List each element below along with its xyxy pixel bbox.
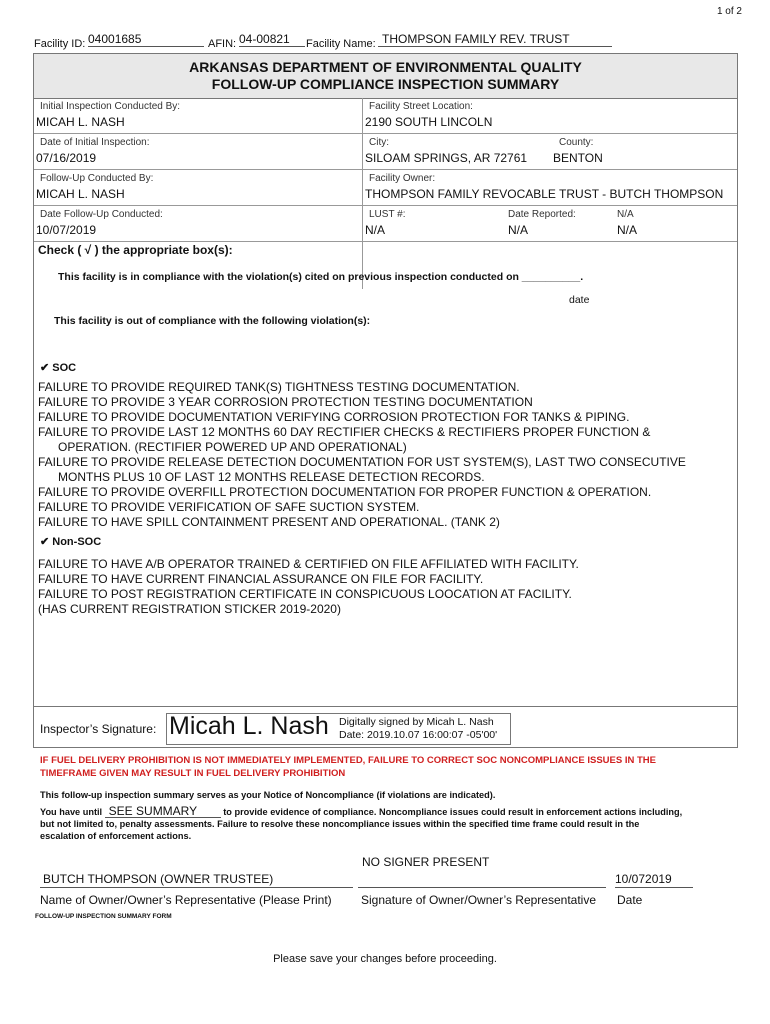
form-title-summary: FOLLOW-UP COMPLIANCE INSPECTION SUMMARY bbox=[211, 76, 560, 92]
non-soc-violation-item: FAILURE TO HAVE CURRENT FINANCIAL ASSURANCE ON FILE FOR FACILITY. bbox=[38, 572, 484, 586]
warning-line-2: TIMEFRAME GIVEN MAY RESULT IN FUEL DELIVERY PROHIBITION bbox=[40, 768, 346, 779]
soc-violation-item: FAILURE TO PROVIDE REQUIRED TANK(S) TIGHTNESS TESTING DOCUMENTATION. bbox=[38, 380, 520, 394]
na-label: N/A bbox=[617, 209, 634, 220]
notice-block bbox=[40, 789, 740, 842]
followup-by-field[interactable]: MICAH L. NASH bbox=[36, 187, 125, 201]
followup-by-label: Follow-Up Conducted By: bbox=[40, 173, 154, 184]
initial-inspector-cell bbox=[34, 98, 362, 134]
page-number: 1 of 2 bbox=[716, 6, 742, 17]
digital-signed-by: Digitally signed by Micah L. Nash bbox=[339, 716, 494, 728]
initial-inspector-label: Initial Inspection Conducted By: bbox=[40, 101, 181, 112]
date-reported-field[interactable]: N/A bbox=[508, 223, 529, 237]
owner-name-field[interactable]: BUTCH THOMPSON (OWNER TRUSTEE) bbox=[40, 872, 353, 888]
non-soc-checkbox[interactable]: ✔ Non-SOC bbox=[40, 536, 102, 548]
out-of-compliance-statement[interactable]: This facility is out of compliance with the following violation(s): bbox=[54, 315, 371, 327]
facility-id-label: Facility ID: bbox=[34, 38, 86, 50]
notice-line-2-rest: to provide evidence of compliance. Noncompliance issues could result in enforcement actions including, bbox=[223, 807, 683, 817]
initial-date-field[interactable]: 07/16/2019 bbox=[36, 151, 97, 165]
form-identifier: FOLLOW-UP INSPECTION SUMMARY FORM bbox=[35, 913, 172, 920]
lust-field[interactable]: N/A bbox=[365, 223, 386, 237]
in-compliance-statement[interactable]: This facility is in compliance with the violation(s) cited on previous inspection conducted on __________. bbox=[58, 271, 584, 283]
street-field[interactable]: 2190 SOUTH LINCOLN bbox=[365, 115, 493, 129]
notice-line-2 bbox=[40, 805, 740, 818]
warning-line-1: IF FUEL DELIVERY PROHIBITION IS NOT IMMEDIATELY IMPLEMENTED, FAILURE TO CORRECT SOC NONCOMPLIANCE ISSUES IN THE bbox=[40, 755, 656, 766]
city-label: City: bbox=[369, 137, 389, 148]
city-cell bbox=[363, 134, 737, 170]
soc-violation-item: FAILURE TO PROVIDE RELEASE DETECTION DOCUMENTATION FOR UST SYSTEM(S), LAST TWO CONSECUTIVE bbox=[38, 455, 686, 469]
owner-signature-caption: Signature of Owner/Owner’s Representative bbox=[361, 893, 597, 907]
facility-name-field[interactable]: THOMPSON FAMILY REV. TRUST bbox=[378, 32, 612, 47]
notice-line-3: but not limited to, penalty assessments. Failure to resolve these noncompliance issues within the specified time frame could result in the bbox=[40, 819, 640, 829]
owner-signature-field[interactable] bbox=[358, 872, 606, 888]
county-field[interactable]: BENTON bbox=[553, 151, 603, 165]
date-caption: date bbox=[569, 294, 590, 306]
facility-name-label: Facility Name: bbox=[306, 38, 376, 50]
followup-date-field[interactable]: 10/07/2019 bbox=[36, 223, 97, 237]
followup-by-cell bbox=[34, 170, 362, 206]
soc-violation-item: FAILURE TO PROVIDE 3 YEAR CORROSION PROTECTION TESTING DOCUMENTATION bbox=[38, 395, 533, 409]
soc-violation-item: FAILURE TO PROVIDE VERIFICATION OF SAFE SUCTION SYSTEM. bbox=[38, 500, 420, 514]
afin-label: AFIN: bbox=[208, 38, 237, 50]
inspector-signature-field[interactable] bbox=[166, 713, 511, 745]
soc-violation-item: FAILURE TO HAVE SPILL CONTAINMENT PRESENT AND OPERATIONAL. (TANK 2) bbox=[38, 515, 500, 529]
owner-cell bbox=[363, 170, 737, 206]
lust-label: LUST #: bbox=[369, 209, 406, 220]
date-reported-label: Date Reported: bbox=[508, 209, 576, 220]
form-title-agency: ARKANSAS DEPARTMENT OF ENVIRONMENTAL QUALITY bbox=[189, 59, 582, 75]
digital-signed-date: Date: 2019.10.07 16:00:07 -05'00' bbox=[339, 729, 498, 741]
signature-name: Micah L. Nash bbox=[169, 712, 329, 740]
afin-field[interactable]: 04-00821 bbox=[239, 32, 305, 47]
owner-field[interactable]: THOMPSON FAMILY REVOCABLE TRUST - BUTCH THOMPSON bbox=[365, 187, 724, 201]
owner-label: Facility Owner: bbox=[369, 173, 436, 184]
soc-violation-item: FAILURE TO PROVIDE LAST 12 MONTHS 60 DAY RECTIFIER CHECKS & RECTIFIERS PROPER FUNCTION & bbox=[38, 425, 651, 439]
inspection-form bbox=[33, 53, 738, 748]
owner-date-caption: Date bbox=[617, 893, 643, 907]
soc-violation-item: FAILURE TO PROVIDE DOCUMENTATION VERIFYING CORROSION PROTECTION FOR TANKS & PIPING. bbox=[38, 410, 630, 424]
signature-divider bbox=[34, 706, 737, 707]
non-soc-violation-item: FAILURE TO HAVE A/B OPERATOR TRAINED & CERTIFIED ON FILE AFFILIATED WITH FACILITY. bbox=[38, 557, 579, 571]
notice-line-4: escalation of enforcement actions. bbox=[40, 831, 192, 841]
title-band bbox=[34, 54, 737, 99]
owner-date-field[interactable]: 10/072019 bbox=[615, 872, 693, 888]
followup-date-label: Date Follow-Up Conducted: bbox=[40, 209, 163, 220]
check-heading: Check ( √ ) the appropriate box(s): bbox=[38, 243, 233, 257]
until-date-field[interactable]: SEE SUMMARY bbox=[105, 805, 221, 818]
initial-date-cell bbox=[34, 134, 362, 170]
followup-date-cell bbox=[34, 206, 362, 242]
non-soc-violation-item: FAILURE TO POST REGISTRATION CERTIFICATE IN CONSPICUOUS LOOCATION AT FACILITY. bbox=[38, 587, 572, 601]
city-field[interactable]: SILOAM SPRINGS, AR 72761 bbox=[365, 151, 528, 165]
initial-date-label: Date of Initial Inspection: bbox=[40, 137, 150, 148]
na-field[interactable]: N/A bbox=[617, 223, 638, 237]
soc-violation-item: FAILURE TO PROVIDE OVERFILL PROTECTION DOCUMENTATION FOR PROPER FUNCTION & OPERATION. bbox=[38, 485, 652, 499]
notice-line-1: This follow-up inspection summary serves as your Notice of Noncompliance (if violations are indicated). bbox=[40, 790, 496, 800]
county-label: County: bbox=[559, 137, 594, 148]
no-signer-note: NO SIGNER PRESENT bbox=[362, 855, 490, 869]
soc-checkbox[interactable]: ✔ SOC bbox=[40, 362, 77, 374]
inspector-signature-label: Inspector’s Signature: bbox=[40, 722, 157, 736]
lust-cell bbox=[363, 206, 737, 242]
initial-inspector-field[interactable]: MICAH L. NASH bbox=[36, 115, 125, 129]
you-have-until-label: You have until bbox=[40, 807, 103, 817]
street-label: Facility Street Location: bbox=[369, 101, 473, 112]
digital-signature-info bbox=[339, 716, 497, 742]
soc-violation-item: OPERATION. (RECTIFIER POWERED UP AND OPERATIONAL) bbox=[38, 440, 407, 454]
save-changes-message: Please save your changes before proceeding. bbox=[273, 953, 497, 965]
non-soc-violation-item: (HAS CURRENT REGISTRATION STICKER 2019-2020) bbox=[38, 602, 341, 616]
street-cell bbox=[363, 98, 737, 134]
owner-name-caption: Name of Owner/Owner’s Representative (Please Print) bbox=[40, 893, 332, 907]
fuel-delivery-warning bbox=[40, 754, 740, 780]
soc-violation-item: MONTHS PLUS 10 OF LAST 12 MONTHS RELEASE DETECTION RECORDS. bbox=[38, 470, 485, 484]
header-row bbox=[34, 30, 734, 50]
facility-id-field[interactable]: 04001685 bbox=[88, 32, 204, 47]
